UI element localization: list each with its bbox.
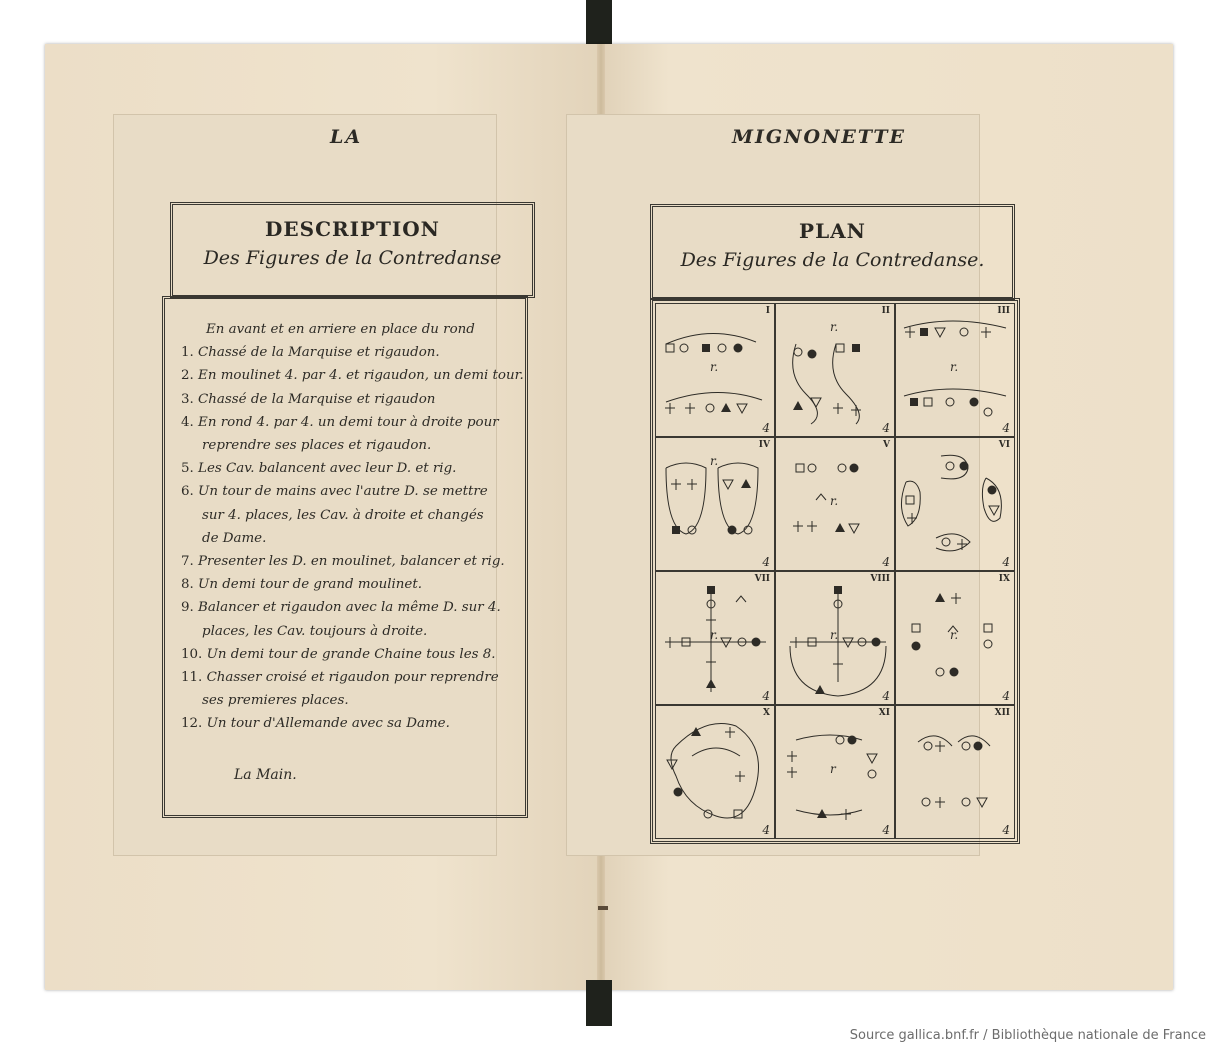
dancer-symbol	[734, 344, 743, 353]
dancer-symbol	[905, 327, 915, 338]
figure-diagram	[776, 706, 896, 840]
figure-count: 4	[882, 555, 890, 569]
dancer-symbol	[977, 798, 987, 807]
line-text: Presenter les D. en moulinet, balancer et rig.	[198, 554, 505, 569]
path-line	[666, 392, 762, 402]
rigaudon-mark: r.	[830, 494, 839, 508]
dancer-symbol	[836, 344, 844, 352]
dancer-symbol	[924, 742, 932, 750]
line-text: Les Cav. balancent avec leur D. et rig.	[198, 461, 457, 477]
description-line	[181, 461, 456, 476]
dancer-symbol	[942, 538, 950, 546]
description-line	[181, 600, 501, 615]
dancer-symbol	[835, 523, 845, 532]
dancer-symbol	[868, 770, 876, 778]
dancer-symbol	[791, 637, 801, 648]
path-line	[982, 478, 1001, 521]
plan-title: PLAN	[799, 219, 866, 243]
description-line	[202, 693, 349, 708]
path-line	[936, 534, 970, 551]
dancer-symbol	[950, 668, 959, 677]
path-line	[666, 333, 756, 344]
dancer-symbol	[957, 539, 967, 550]
description-line	[181, 554, 505, 569]
dancer-symbol	[984, 640, 992, 648]
description-title-box	[170, 202, 535, 298]
description-subtitle: Des Figures de la Contredanse	[203, 247, 502, 269]
dancer-symbol	[741, 479, 751, 488]
dancer-symbol	[687, 479, 697, 490]
figure-count: 4	[1002, 823, 1010, 837]
dancer-symbol	[833, 403, 843, 414]
figure-diagram	[896, 706, 1016, 840]
rigaudon-mark: r.	[710, 360, 719, 374]
dancer-symbol	[924, 398, 932, 406]
figure-cell	[895, 571, 1015, 705]
dancer-symbol	[936, 668, 944, 676]
dancer-symbol	[728, 526, 737, 535]
description-title: DESCRIPTION	[265, 217, 440, 241]
dancer-symbol	[988, 486, 997, 495]
description-line	[202, 508, 484, 523]
dancer-symbol	[665, 637, 675, 648]
figure-count: 4	[1002, 421, 1010, 435]
running-head-left: LA	[330, 126, 363, 148]
line-number: 6.	[181, 484, 194, 500]
dancer-symbol	[849, 524, 859, 533]
dancer-symbol	[984, 624, 992, 632]
dancer-symbol	[706, 679, 716, 688]
figure-count: 4	[882, 823, 890, 837]
line-number: 7.	[181, 554, 194, 569]
description-line	[202, 531, 266, 546]
line-text: En avant et en arriere en place du rond	[206, 322, 475, 337]
figure-count: 4	[762, 421, 770, 435]
path-line	[736, 596, 746, 602]
dancer-symbol	[725, 727, 735, 738]
figure-number: II	[881, 306, 890, 316]
dancer-symbol	[706, 404, 714, 412]
dancer-symbol	[680, 344, 688, 352]
dancer-symbol	[960, 462, 969, 471]
dancer-symbol	[841, 809, 851, 820]
dancer-symbol	[808, 464, 816, 472]
dancer-symbol	[910, 398, 918, 406]
line-text: places, les Cav. toujours à droite.	[202, 623, 428, 639]
dancer-symbol	[962, 742, 970, 750]
dancer-symbol	[984, 408, 992, 416]
dancer-symbol	[737, 404, 747, 413]
figure-cell	[895, 705, 1015, 839]
line-text: reprendre ses places et rigaudon.	[202, 438, 432, 453]
figure-cell	[775, 303, 895, 437]
dancer-symbol	[852, 344, 860, 352]
line-number: 11.	[181, 670, 203, 685]
dancer-symbol	[912, 642, 921, 651]
rigaudon-mark: r	[830, 762, 836, 776]
dancer-symbol	[951, 593, 961, 604]
figure-cell	[775, 571, 895, 705]
line-number: 12.	[181, 716, 203, 732]
figure-count: 4	[1002, 555, 1010, 569]
dancer-symbol	[838, 464, 846, 472]
description-line	[181, 484, 488, 499]
path-line	[692, 748, 740, 756]
line-text: Un tour d'Allemande avec sa Dame.	[206, 716, 450, 732]
dancer-symbol	[906, 496, 914, 504]
description-line	[181, 647, 496, 662]
line-text: Chasser croisé et rigaudon pour reprendre	[206, 670, 499, 685]
figure-diagram	[896, 438, 1016, 572]
path-line	[833, 344, 860, 424]
dancer-symbol	[960, 328, 968, 336]
rigaudon-mark: r.	[830, 628, 839, 642]
figure-count: 4	[762, 823, 770, 837]
path-line	[816, 494, 826, 500]
dancer-symbol	[912, 624, 920, 632]
plan-subtitle: Des Figures de la Contredanse.	[680, 249, 985, 271]
description-line	[181, 716, 450, 731]
description-line	[181, 345, 440, 360]
dancer-symbol	[817, 809, 827, 818]
figure-cell	[655, 437, 775, 571]
dancer-symbol	[974, 742, 983, 751]
running-head-right: MIGNONETTE	[732, 126, 906, 148]
dancer-symbol	[850, 464, 859, 473]
figure-cell	[655, 303, 775, 437]
path-line	[904, 389, 1006, 396]
figure-diagram	[656, 706, 776, 840]
dancer-symbol	[946, 398, 954, 406]
dancer-symbol	[815, 685, 825, 694]
line-number: 4.	[181, 414, 194, 430]
figure-cell	[895, 437, 1015, 571]
line-text: Chassé de la Marquise et rigaudon.	[198, 345, 440, 361]
figure-number: VI	[998, 440, 1010, 450]
line-number: 3.	[181, 391, 194, 407]
dancer-symbol	[718, 344, 726, 352]
rigaudon-mark: r.	[950, 628, 959, 642]
rigaudon-mark: r.	[710, 628, 719, 642]
dancer-symbol	[793, 401, 803, 410]
dancer-symbol	[867, 754, 877, 763]
figure-number: X	[763, 708, 770, 718]
dancer-symbol	[796, 464, 804, 472]
dancer-symbol	[836, 736, 844, 744]
figure-number: I	[765, 306, 770, 316]
bookmark-ribbon-bottom	[586, 980, 612, 1026]
path-line	[904, 321, 1006, 328]
rigaudon-mark: r.	[710, 454, 719, 468]
path-line	[796, 810, 862, 815]
dancer-symbol	[962, 798, 970, 806]
figure-count: 4	[1002, 689, 1010, 703]
dancer-symbol	[702, 344, 710, 352]
source-credit: Source gallica.bnf.fr / Bibliothèque nationale de France	[849, 1028, 1206, 1043]
line-number: 8.	[181, 577, 194, 593]
dancer-symbol	[735, 771, 745, 782]
dancer-symbol	[833, 659, 843, 670]
dancer-symbol	[671, 479, 681, 490]
dancer-symbol	[672, 526, 680, 534]
line-text: Balancer et rigaudon avec la même D. sur 4.	[198, 600, 501, 616]
figure-cell	[775, 437, 895, 571]
dancer-symbol	[787, 767, 797, 778]
dancer-symbol	[935, 797, 945, 808]
figure-number: VII	[754, 574, 770, 584]
line-text: Un demi tour de grande Chaine tous les 8.	[206, 646, 496, 662]
line-text: En rond 4. par 4. un demi tour à droite pour	[198, 414, 499, 430]
dancer-symbol	[946, 462, 954, 470]
line-text: Chassé de la Marquise et rigaudon	[198, 391, 436, 407]
dancer-symbol	[666, 344, 674, 352]
dancer-symbol	[787, 751, 797, 762]
line-number: 9.	[181, 600, 194, 616]
dancer-symbol	[935, 593, 945, 602]
description-line	[202, 624, 427, 639]
dancer-symbol	[811, 398, 821, 407]
figure-cell	[775, 705, 895, 839]
dancer-symbol	[674, 788, 683, 797]
dancer-symbol	[935, 741, 945, 752]
dancer-symbol	[981, 327, 991, 338]
path-line	[666, 463, 706, 534]
dancer-symbol	[907, 513, 917, 524]
description-line	[181, 392, 435, 407]
binding-stitch	[598, 906, 608, 910]
dancer-symbol	[808, 350, 817, 359]
figure-number: III	[997, 306, 1010, 316]
dancer-symbol	[848, 736, 857, 745]
line-number: 1.	[181, 345, 194, 361]
figure-number: V	[883, 440, 890, 450]
figure-count: 4	[762, 555, 770, 569]
figure-count: 4	[762, 689, 770, 703]
dancer-symbol	[807, 521, 817, 532]
figure-number: VIII	[870, 574, 890, 584]
dancer-symbol	[665, 403, 675, 414]
dancer-symbol	[872, 638, 881, 647]
dancer-symbol	[752, 638, 761, 647]
path-line	[671, 724, 759, 819]
dancer-symbol	[721, 403, 731, 412]
line-text: Un demi tour de grand moulinet.	[198, 577, 422, 593]
line-text: En moulinet 4. par 4. et rigaudon, un demi tour.	[198, 368, 524, 384]
dancer-symbol	[706, 657, 716, 668]
line-number: 10.	[181, 646, 203, 662]
line-text: Un tour de mains avec l'autre D. se mettre	[198, 484, 488, 500]
description-line	[181, 670, 499, 685]
line-text: sur 4. places, les Cav. à droite et changés	[202, 507, 484, 523]
rigaudon-mark: r.	[950, 360, 959, 374]
line-number: 2.	[181, 368, 194, 384]
dancer-symbol	[989, 506, 999, 515]
figure-count: 4	[882, 689, 890, 703]
dancer-symbol	[935, 328, 945, 337]
dancer-symbol	[707, 586, 715, 594]
path-line	[918, 736, 952, 746]
dancer-symbol	[793, 521, 803, 532]
figure-number: XI	[878, 708, 890, 718]
dancer-symbol	[706, 615, 716, 626]
rigaudon-mark: r.	[830, 320, 839, 334]
path-line	[718, 463, 758, 534]
figure-cell	[655, 705, 775, 839]
description-line	[206, 322, 475, 337]
plan-title-box	[650, 204, 1015, 300]
dancer-symbol	[920, 328, 928, 336]
line-number: 5.	[181, 461, 194, 477]
description-line	[202, 438, 431, 453]
figure-number: XII	[994, 708, 1010, 718]
dancer-symbol	[922, 798, 930, 806]
dancer-symbol	[685, 403, 695, 414]
dancer-symbol	[794, 348, 802, 356]
figure-count: 4	[882, 421, 890, 435]
dancer-symbol	[970, 398, 979, 407]
figure-cell	[895, 303, 1015, 437]
line-text: de Dame.	[202, 530, 267, 546]
figure-number: IX	[998, 574, 1010, 584]
dancer-symbol	[834, 586, 842, 594]
description-line	[181, 577, 422, 592]
description-line	[181, 415, 499, 430]
figure-cell	[655, 571, 775, 705]
description-line	[181, 368, 524, 383]
closing-line: La Main.	[234, 767, 297, 783]
line-text: ses premieres places.	[202, 693, 349, 709]
dancer-symbol	[723, 480, 733, 489]
figure-number: IV	[758, 440, 770, 450]
